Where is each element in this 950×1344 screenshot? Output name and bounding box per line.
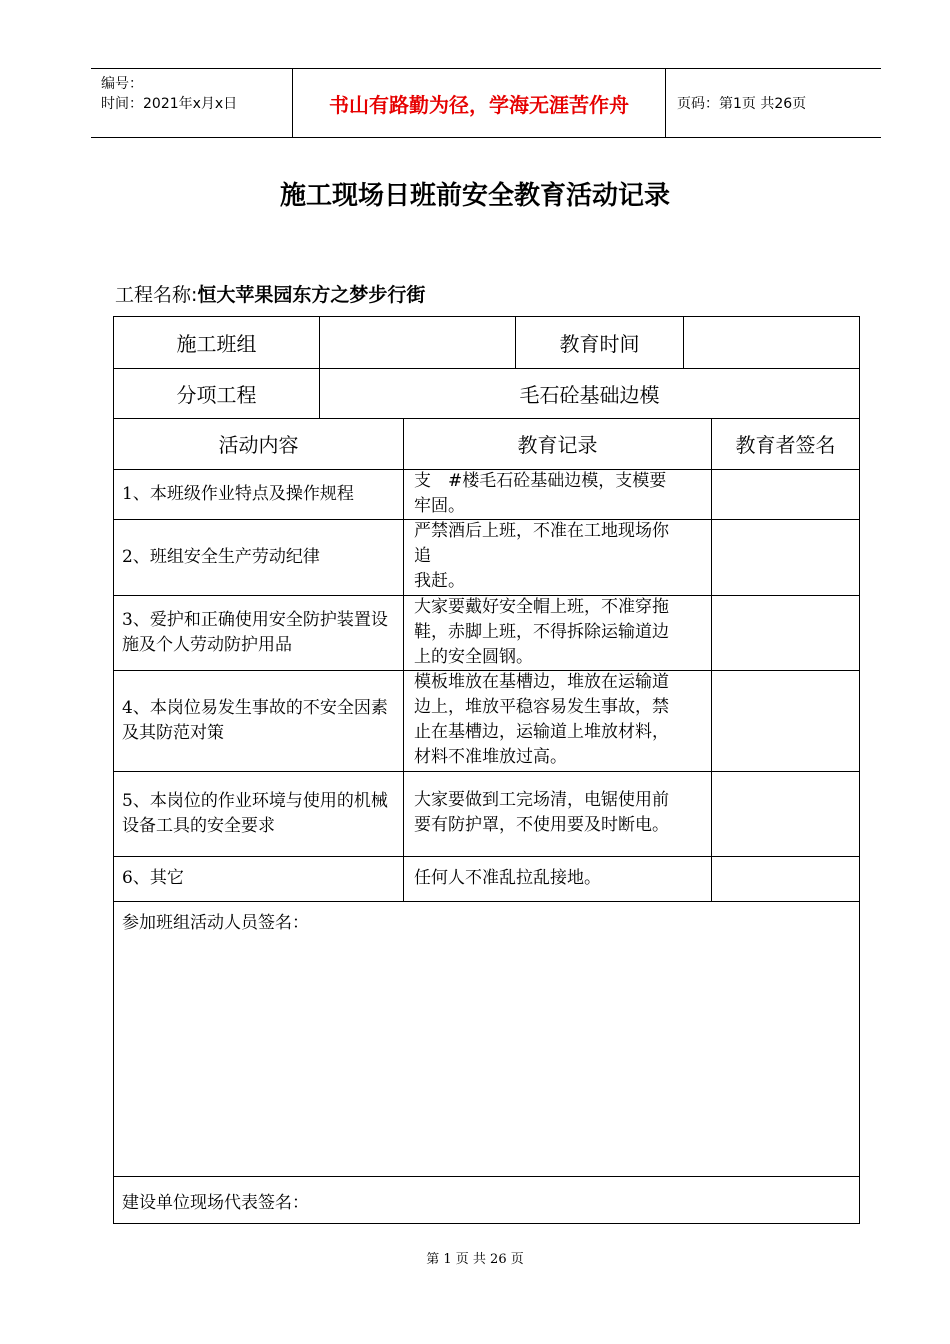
activity-4: 4、本岗位易发生事故的不安全因素及其防范对策 — [122, 697, 388, 743]
signer-3[interactable] — [712, 595, 859, 670]
record-5: 大家要做到工完场清，电锯使用前 要有防护罩，不使用要及时断电。 — [414, 790, 669, 835]
owner-rep-signature-area[interactable] — [114, 1177, 859, 1223]
edu-time-value[interactable] — [684, 317, 859, 368]
motto: 书山有路勤为径，学海无涯苦作舟 — [293, 69, 666, 137]
document-header — [91, 68, 881, 138]
record-6: 任何人不准乱拉乱接地。 — [414, 868, 601, 888]
participants-label: 参加班组活动人员签名： — [122, 913, 309, 933]
signer-2[interactable] — [712, 519, 859, 595]
team-label: 施工班组 — [176, 332, 257, 356]
record-2: 严禁酒后上班，不准在工地现场你 追 我赶。 — [414, 521, 669, 591]
signer-4[interactable] — [712, 670, 859, 771]
project-label: 工程名称: — [115, 284, 198, 306]
page-footer: 第 1 页 共 26 页 — [426, 1252, 524, 1267]
activity-2: 2、班组安全生产劳动纪律 — [122, 546, 320, 567]
signer-5[interactable] — [712, 771, 859, 856]
header-meta — [91, 69, 293, 137]
number-label: 编号： — [101, 76, 143, 92]
record-3: 大家要戴好安全帽上班，不准穿拖 鞋，赤脚上班，不得拆除运输道边 上的安全圆钢。 — [414, 597, 669, 667]
edu-time-label: 教育时间 — [559, 332, 640, 356]
col-activity-header: 活动内容 — [218, 433, 299, 457]
page-title: 施工现场日班前安全教育活动记录 — [279, 181, 670, 211]
subitem-value: 毛石砼基础边模 — [519, 382, 660, 407]
project-name: 恒大苹果园东方之梦步行街 — [197, 284, 426, 306]
project-line — [115, 280, 425, 307]
record-1: 支 #楼毛石砼基础边模，支模要 牢固。 — [414, 471, 667, 516]
activity-6: 6、其它 — [122, 868, 184, 888]
record-4: 模板堆放在基槽边，堆放在运输道 边上，堆放平稳容易发生事故，禁 止在基槽边，运输道上堆放材料， 材料不准堆放过高。 — [414, 672, 669, 767]
activity-5: 5、本岗位的作业环境与使用的机械设备工具的安全要求 — [122, 790, 388, 836]
activity-3: 3、爱护和正确使用安全防护装置设施及个人劳动防护用品 — [122, 609, 388, 655]
signer-6[interactable] — [712, 856, 859, 901]
col-record-header: 教育记录 — [517, 433, 598, 457]
signer-1[interactable] — [712, 469, 859, 519]
subitem-label: 分项工程 — [176, 382, 257, 407]
page-info: 页码：第1页 共26页 — [677, 96, 807, 112]
participants-signature-area[interactable] — [114, 902, 859, 1176]
time-label: 时间：2021年x月x日 — [101, 96, 238, 112]
activity-1: 1、本班级作业特点及操作规程 — [122, 483, 354, 504]
owner-rep-label: 建设单位现场代表签名： — [122, 1192, 309, 1213]
col-signer-header: 教育者签名 — [735, 433, 836, 457]
team-value[interactable] — [320, 317, 515, 368]
record-form — [113, 316, 860, 1224]
